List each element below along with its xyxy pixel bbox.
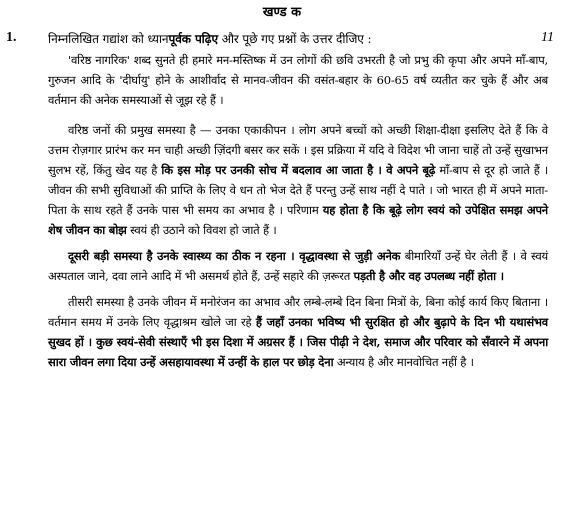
- paragraph-4-text-a: तीसरी समस्या है उनके जीवन में मनोरंजन का अभाव और लम्बे-लम्बे दिन बिना मित्रों के, बिना कोई कार्य किए बिताना । वर्तमान समय में उनके लिए वृद्धाश्रम खोले जा रहे: [48, 295, 548, 329]
- passage-paragraph-1: 'वरिष्ठ नागरिक' शब्द सुनते ही हमारे मन-मस्तिष्क में उन लोगों की छवि उभरती है जो प्रभु की कृपा और अपने माँ-बाप, गुरुजन आदि के 'दीर्घायु' होने के आशीर्वाद से मानव-जीवन की वसंत-बहार के 60-65 वर्ष व्यतीत कर चुके हैं और अब वर्तमान की अनेक समस्याओं से जूझ रहे हैं ।: [48, 53, 548, 107]
- paragraph-2-text-b: माँ-बाप से दूर हो जाते हैं । जीवन की सभी सुविधाओं की प्राप्ति के लिए वे धन तो भेज देते हैं परन्तु उन्हें साथ नहीं दे पाते । जो भारत ही में अपने माता-पिता के साथ रहते हैं उनके पास भी समय का अभाव है । परिणाम: [48, 163, 549, 217]
- paragraph-3-bold-a: दूसरी बड़ी समस्या है उनके स्वास्थ्य का ठीक न रहना । वृद्धावस्था से जुड़ी अनेक: [68, 249, 401, 263]
- paragraph-3-bold-b: पड़ती है और वह उपलब्ध नहीं होता ।: [353, 269, 504, 283]
- passage-paragraph-4: [48, 292, 548, 372]
- question-instruction: [48, 30, 518, 47]
- paragraph-3-text-a: बीमारियाँ उन्हें घेर लेती हैं । वे स्वयं अस्पताल जाने, दवा लाने आदि में भी असमर्थ होते हैं, उन्हें सहारे की ज़रूरत: [48, 249, 548, 283]
- instruction-text-end: और पूछे गए प्रश्नों के उत्तर दीजिए :: [217, 32, 372, 46]
- paragraph-4-bold-a: हैं जहाँ उनका भविष्य भी सुरक्षित हो और बुढ़ापे के दिन भी यथासंभव सुखद हों । कुछ स्वयं-सेवी संस्थाएँ भी इस दिशा में अग्रसर हैं । जिस पीढ़ी ने देश, समाज और परिवार को सँवारने में अपना सारा जीवन लगा दिया उन्हें असहायावस्था में उन्हीं के हाल पर छोड़ देना: [48, 315, 549, 369]
- section-title: खण्ड क: [262, 5, 302, 20]
- instruction-emphasis: पूर्वक पढ़िए: [168, 32, 218, 46]
- paragraph-2-bold-b: यह होता है कि बूढ़े लोग स्वयं को उपेक्षित समझ अपने शेष जीवन का बोझ: [48, 203, 548, 237]
- question-marks: 11: [541, 30, 554, 45]
- passage: [48, 50, 548, 378]
- paragraph-2-bold-a: कि इस मोड़ पर उनकी सोच में बदलाव आ जाता है । वे अपने बूढ़े: [161, 163, 436, 177]
- paragraph-2-text-a: वरिष्ठ जनों की प्रमुख समस्या है — उनका एकाकीपन । लोग अपने बच्चों को अच्छी शिक्षा-दीक्षा इसलिए देते हैं कि वे उत्तम रोज़गार प्रारंभ कर मन चाही अच्छी ज़िंदगी बसर कर सकें । इस प्रक्रिया में यदि वे विदेश भी जाना चाहें तो उन्हें सुखाभन सुलभ रहें, किंतु खेद यह है: [48, 123, 548, 177]
- passage-paragraph-2: [48, 120, 548, 240]
- paragraph-2-text-c: स्वयं ही उठाने को विवश हो जाते हैं ।: [126, 223, 277, 237]
- instruction-text: निम्नलिखित गद्यांश को ध्यान: [48, 32, 169, 46]
- passage-paragraph-3: [48, 246, 548, 286]
- question-number: 1.: [6, 30, 17, 45]
- paragraph-4-text-b: अन्याय है और मानवोचित नहीं है ।: [333, 355, 474, 369]
